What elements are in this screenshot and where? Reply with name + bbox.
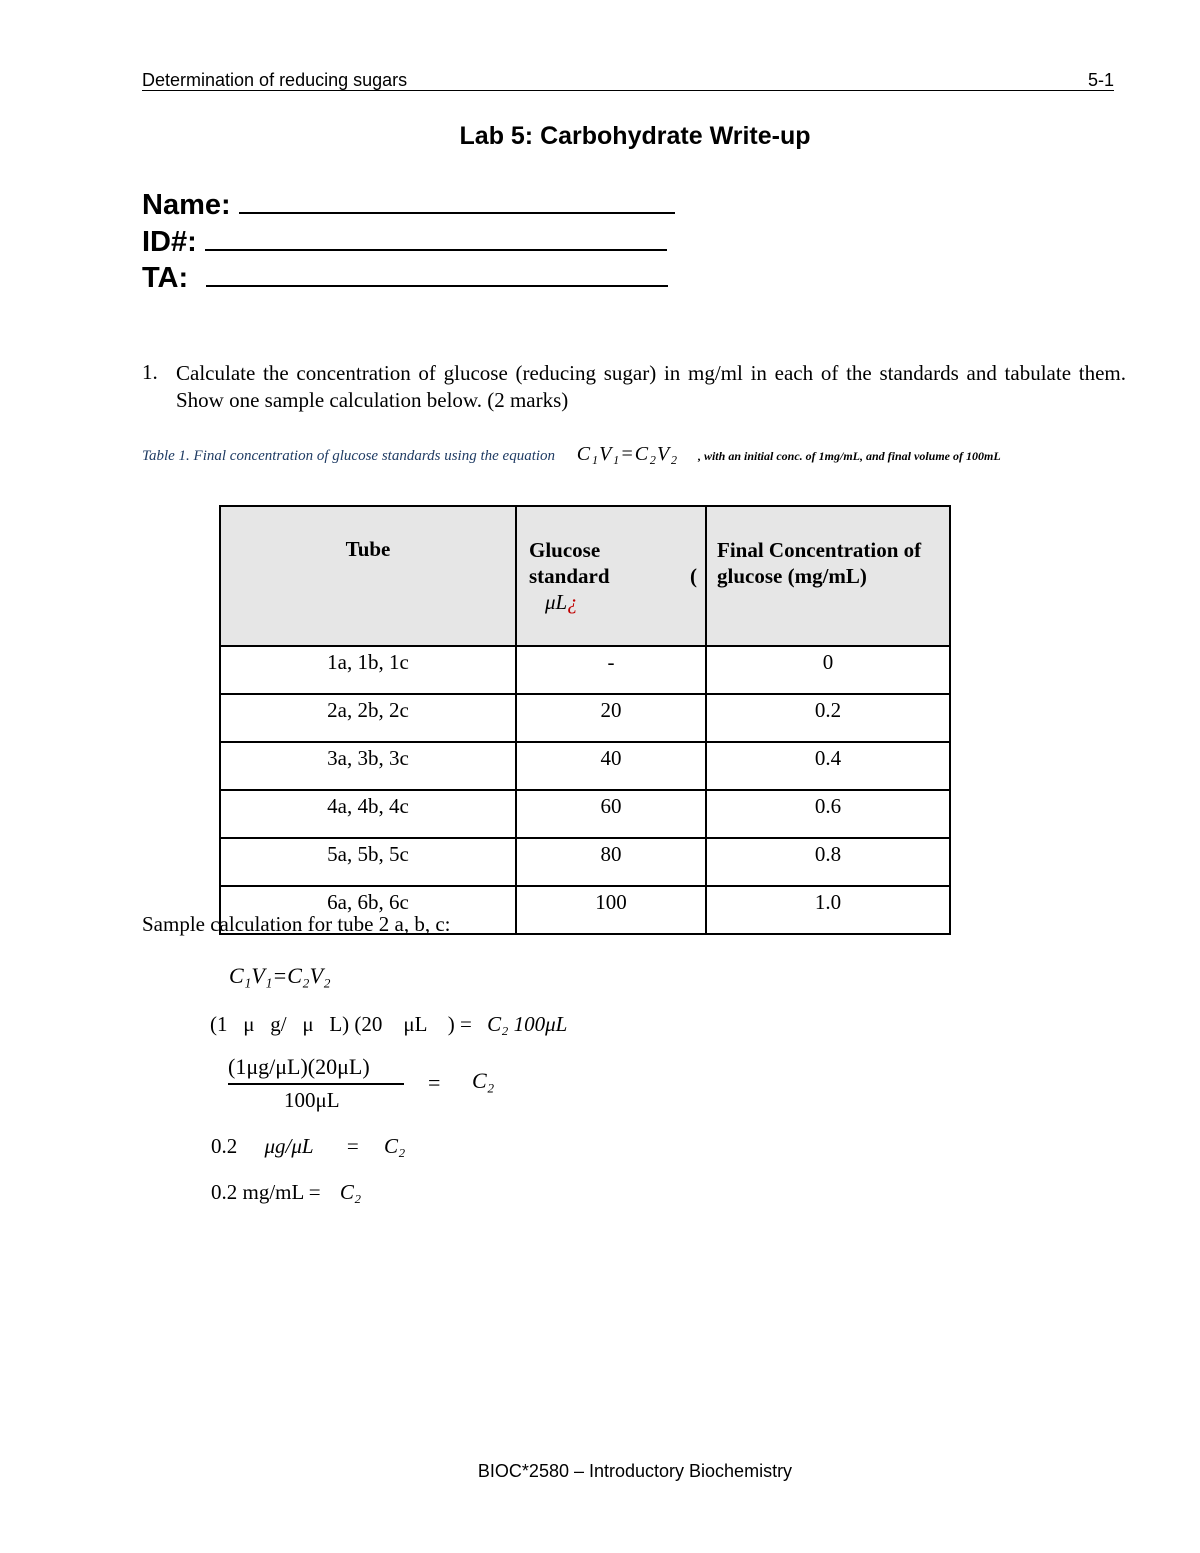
cell-final: 0 [706, 646, 950, 694]
header-glucose-line2 [529, 563, 697, 589]
cell-tube: 3a, 3b, 3c [220, 742, 516, 790]
cell-final: 0.8 [706, 838, 950, 886]
calc-eq5-lhs: 0.2 mg/mL = [211, 1180, 321, 1204]
header-final-concentration: Final Concentration of glucose (mg/mL) [706, 506, 950, 646]
unit-microliter: μL [545, 590, 568, 614]
unit-close-glyph: ¿ [567, 590, 578, 614]
ta-label: TA: [142, 262, 189, 294]
calc-fraction-denominator: 100μL [284, 1088, 340, 1112]
cell-final: 0.6 [706, 790, 950, 838]
calc-eq4-equals: = [346, 1134, 359, 1158]
id-field [142, 225, 667, 259]
ta-field [142, 261, 668, 295]
id-label: ID#: [142, 226, 197, 258]
calc-fraction-numerator: (1μg/μL)(20μL) [228, 1054, 370, 1079]
calc-fraction-equals: = [428, 1070, 441, 1095]
cell-standard: 80 [516, 838, 706, 886]
table-row [220, 838, 950, 886]
caption-suffix: , with an initial conc. of 1mg/mL, and final volume of 100mL [697, 449, 1001, 463]
page-title: Lab 5: Carbohydrate Write-up [459, 122, 811, 150]
calc-equation-5 [211, 1180, 361, 1205]
calc-eq4-unit: μg/μL [264, 1134, 314, 1158]
caption-equation: C₁V₁=C₂V₂ [576, 443, 679, 465]
cell-standard: - [516, 646, 706, 694]
name-blank[interactable] [239, 188, 675, 214]
running-header-title: Determination of reducing sugars [142, 70, 408, 90]
header-glucose-word: standard [529, 564, 610, 588]
calc-equation-2 [210, 1012, 567, 1037]
header-rule [142, 90, 1114, 91]
calc-eq2-rhs: C₂ 100μL [487, 1012, 568, 1036]
question-number: 1. [142, 360, 158, 384]
cell-final: 0.4 [706, 742, 950, 790]
ta-blank[interactable] [206, 261, 668, 287]
cell-final: 1.0 [706, 886, 950, 934]
question-text: Calculate the concentration of glucose (reducing sugar) in mg/ml in each of the standards and tabulate them. Show one sample calculation below. (2 marks) [176, 361, 1126, 412]
cell-tube: 1a, 1b, 1c [220, 646, 516, 694]
page-number: 5-1 [1087, 70, 1114, 90]
cell-final: 0.2 [706, 694, 950, 742]
calc-equation-4 [211, 1134, 405, 1159]
sample-calc-label: Sample calculation for tube 2 a, b, c: [142, 912, 451, 936]
table-caption [142, 443, 1107, 467]
header-glucose-paren: ( [690, 564, 697, 588]
header-tube: Tube [220, 506, 516, 646]
cell-tube: 6a, 6b, 6c [220, 886, 516, 934]
calc-fraction-bar [228, 1083, 404, 1085]
cell-tube: 2a, 2b, 2c [220, 694, 516, 742]
table-row [220, 742, 950, 790]
calc-eq2-lhs: (1 μ g/ μ L) (20 μL ) = [210, 1012, 472, 1036]
calc-eq4-value: 0.2 [211, 1134, 238, 1158]
table-row [220, 694, 950, 742]
calc-equation-1: C₁V₁=C₂V₂ [229, 963, 331, 988]
id-blank[interactable] [205, 225, 667, 251]
name-label: Name: [142, 189, 231, 221]
glucose-standards-table [219, 505, 951, 935]
table-header-row [220, 506, 950, 646]
calc-eq5-rhs: C₂ [339, 1180, 362, 1204]
name-field [142, 188, 675, 222]
cell-tube: 5a, 5b, 5c [220, 838, 516, 886]
header-glucose-standard [516, 506, 706, 646]
header-glucose-unit [529, 589, 697, 615]
cell-standard: 20 [516, 694, 706, 742]
header-glucose-line1: Glucose [529, 538, 601, 562]
calc-fraction-rhs: C₂ [472, 1068, 495, 1093]
cell-standard: 100 [516, 886, 706, 934]
table-row [220, 790, 950, 838]
page-footer: BIOC*2580 – Introductory Biochemistry [477, 1461, 793, 1481]
cell-tube: 4a, 4b, 4c [220, 790, 516, 838]
caption-prefix: Table 1. Final concentration of glucose standards using the equation [142, 448, 556, 464]
table-row [220, 646, 950, 694]
cell-standard: 60 [516, 790, 706, 838]
calc-eq4-rhs: C₂ [383, 1134, 406, 1158]
cell-standard: 40 [516, 742, 706, 790]
